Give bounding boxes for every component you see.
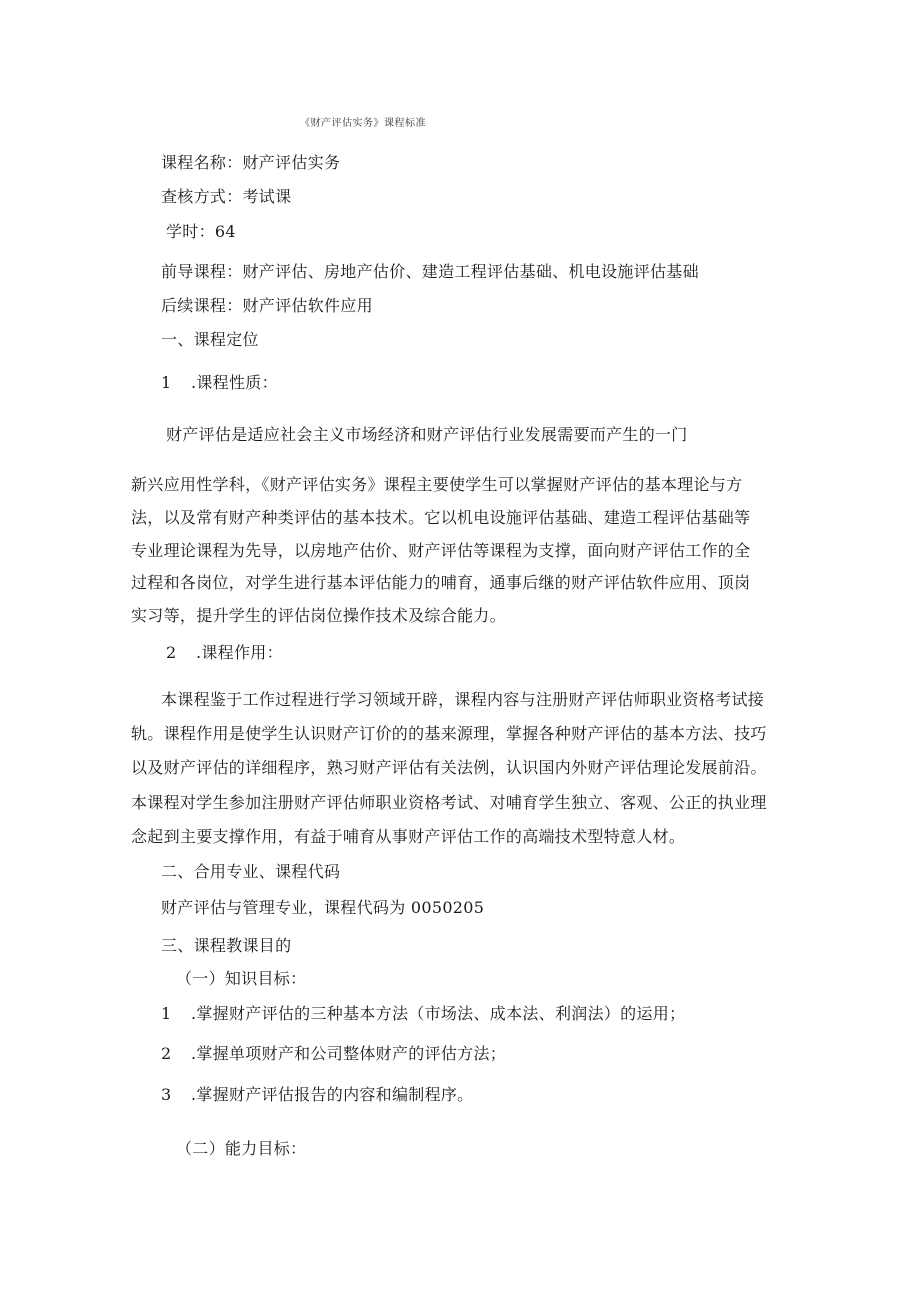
assessment-method: 查核方式：考试课	[161, 187, 292, 206]
prerequisite-courses: 前导课程：财产评估、房地产估价、建造工程评估基础、机电设施评估基础	[161, 262, 699, 281]
item-number: 2	[166, 643, 177, 662]
paragraph-line: 以及财产评估的详细程序，熟习财产评估有关法例，认识国内外财产评估理论发展前沿。	[131, 758, 767, 777]
item-label: .课程作用：	[196, 643, 283, 662]
paragraph-line: 念起到主要支撑作用，有益于哺育从事财产评估工作的高端技术型特意人材。	[131, 827, 686, 846]
section-heading-majors: 二、合用专业、课程代码	[161, 862, 341, 881]
paragraph-line: 本课程鉴于工作过程进行学习领域开辟，课程内容与注册财产评估师职业资格考试接	[161, 690, 765, 709]
section-heading-positioning: 一、课程定位	[161, 330, 259, 349]
section-heading-objectives: 三、课程教课目的	[161, 936, 292, 955]
item-course-nature	[161, 372, 278, 394]
item-number: 2	[161, 1044, 172, 1063]
paragraph-line: 本课程对学生参加注册财产评估师职业资格考试、对哺育学生独立、客观、公正的执业理	[131, 793, 767, 812]
item-number: 1	[161, 373, 172, 392]
item-label: .课程性质：	[191, 373, 278, 392]
paragraph-line: 过程和各岗位，对学生进行基本评估能力的哺育，通事后继的财产评估软件应用、顶岗	[131, 573, 751, 592]
course-hours: 学时：64	[166, 222, 236, 241]
list-item	[161, 1084, 474, 1106]
major-and-course-code: 财产评估与管理专业，课程代码为 0050205	[161, 898, 485, 917]
paragraph-line: 专业理论课程为先导，以房地产估价、财产评估等课程为支撑，面向财产评估工作的全	[131, 541, 751, 560]
paragraph-line: 法，以及常有财产种类评估的基本技术。它以机电设施评估基础、建造工程评估基础等	[131, 508, 751, 527]
item-course-role	[166, 642, 283, 664]
course-name: 课程名称：财产评估实务	[161, 153, 341, 172]
item-text: .掌握财产评估报告的内容和编制程序。	[191, 1085, 474, 1104]
subheading-ability-goals: （二）能力目标：	[176, 1139, 307, 1158]
paragraph-line: 财产评估是适应社会主义市场经济和财产评估行业发展需要而产生的一门	[166, 425, 688, 444]
list-item	[161, 1003, 685, 1025]
followup-courses: 后续课程：财产评估软件应用	[161, 296, 373, 315]
item-number: 1	[161, 1004, 172, 1023]
paragraph-line: 实习等，提升学生的评估岗位操作技术及综合能力。	[131, 606, 506, 625]
item-text: .掌握单项财产和公司整体财产的评估方法；	[191, 1044, 507, 1063]
list-item	[161, 1043, 506, 1065]
paragraph-line: 新兴应用性学科，《财产评估实务》课程主要使学生可以掌握财产评估的基本理论与方	[131, 475, 743, 494]
item-number: 3	[161, 1085, 172, 1104]
item-text: .掌握财产评估的三种基本方法（市场法、成本法、利润法）的运用；	[191, 1004, 686, 1023]
document-header-title: 《财产评估实务》课程标准	[300, 118, 426, 129]
paragraph-line: 轨。课程作用是使学生认识财产订价的的基来源理，掌握各种财产评估的基本方法、技巧	[131, 724, 767, 743]
subheading-knowledge-goals: （一）知识目标：	[176, 969, 307, 988]
